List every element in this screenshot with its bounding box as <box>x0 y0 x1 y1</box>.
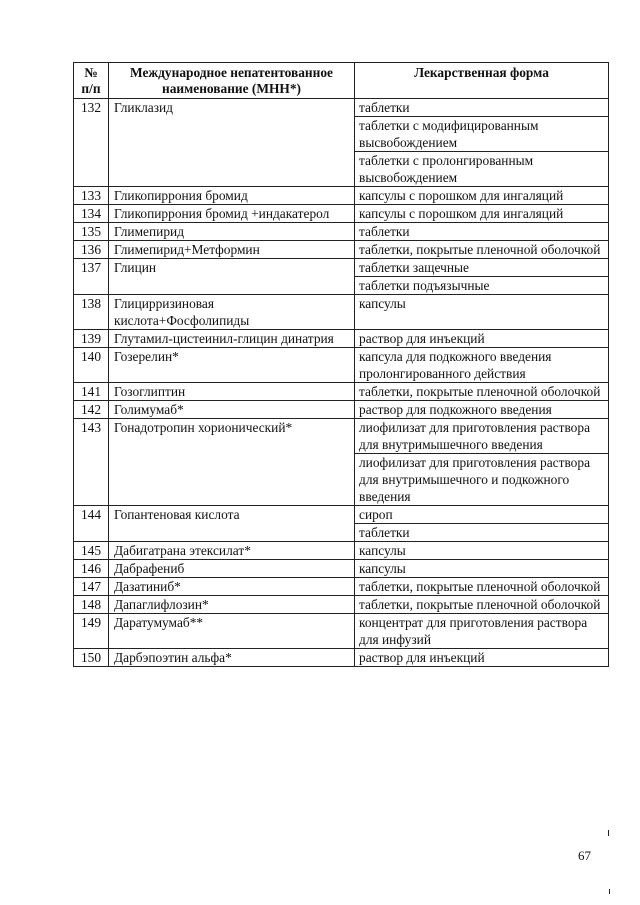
inn-name: Дазатиниб* <box>109 578 355 596</box>
row-number: 133 <box>74 187 109 205</box>
table-row <box>74 241 609 259</box>
inn-name: Гликопиррония бромид +индакатерол <box>109 205 355 223</box>
table-row <box>74 348 609 383</box>
table-row <box>74 187 609 205</box>
dosage-form: капсулы с порошком для ингаляций <box>355 205 609 223</box>
margin-tick <box>609 889 610 894</box>
table-row <box>74 99 609 117</box>
dosage-form: лиофилизат для приготовления раствора для внутримышечного введения <box>355 419 609 454</box>
dosage-form: раствор для инъекций <box>355 649 609 667</box>
table-row <box>74 560 609 578</box>
table-row <box>74 542 609 560</box>
dosage-form: таблетки, покрытые пленочной оболочкой <box>355 383 609 401</box>
row-number: 146 <box>74 560 109 578</box>
dosage-form: раствор для подкожного введения <box>355 401 609 419</box>
dosage-form: таблетки, покрытые пленочной оболочкой <box>355 241 609 259</box>
table-header-row <box>74 63 609 99</box>
table-row <box>74 401 609 419</box>
dosage-form: капсулы с порошком для ингаляций <box>355 187 609 205</box>
row-number: 147 <box>74 578 109 596</box>
row-number: 145 <box>74 542 109 560</box>
dosage-form: таблетки подъязычные <box>355 277 609 295</box>
row-number: 140 <box>74 348 109 383</box>
dosage-form: таблетки, покрытые пленочной оболочкой <box>355 596 609 614</box>
dosage-form: капсулы <box>355 295 609 330</box>
inn-name: Гозерелин* <box>109 348 355 383</box>
inn-name: Гонадотропин хорионический* <box>109 419 355 506</box>
page-number: 67 <box>578 848 591 863</box>
table-row <box>74 223 609 241</box>
table-row <box>74 614 609 649</box>
table-row <box>74 383 609 401</box>
row-number: 136 <box>74 241 109 259</box>
row-number: 150 <box>74 649 109 667</box>
inn-name: Гозоглиптин <box>109 383 355 401</box>
inn-name: Глицирризиновая кислота+Фосфолипиды <box>109 295 355 330</box>
row-number: 132 <box>74 99 109 187</box>
dosage-form: таблетки <box>355 99 609 117</box>
dosage-form: сироп <box>355 506 609 524</box>
dosage-form: капсулы <box>355 560 609 578</box>
dosage-form: капсулы <box>355 542 609 560</box>
table-row <box>74 649 609 667</box>
row-number: 134 <box>74 205 109 223</box>
row-number: 135 <box>74 223 109 241</box>
header-inn-name: Международное непатентованное наименование (МНН*) <box>109 63 355 99</box>
table-row <box>74 578 609 596</box>
inn-name: Дабигатрана этексилат* <box>109 542 355 560</box>
row-number: 137 <box>74 259 109 295</box>
table-row <box>74 596 609 614</box>
header-number: № п/п <box>74 63 109 99</box>
dosage-form: таблетки <box>355 223 609 241</box>
dosage-form: лиофилизат для приготовления раствора для внутримышечного и подкожного введения <box>355 454 609 506</box>
dosage-form: капсула для подкожного введения пролонгированного действия <box>355 348 609 383</box>
dosage-form: таблетки <box>355 524 609 542</box>
margin-tick <box>608 830 609 836</box>
dosage-form: раствор для инъекций <box>355 330 609 348</box>
inn-name: Даратумумаб** <box>109 614 355 649</box>
drug-table <box>73 62 609 667</box>
inn-name: Глутамил-цистеинил-глицин динатрия <box>109 330 355 348</box>
row-number: 143 <box>74 419 109 506</box>
table-row <box>74 330 609 348</box>
table-row <box>74 259 609 277</box>
inn-name: Голимумаб* <box>109 401 355 419</box>
inn-name: Глицин <box>109 259 355 295</box>
row-number: 148 <box>74 596 109 614</box>
row-number: 141 <box>74 383 109 401</box>
table-row <box>74 295 609 330</box>
table-body <box>74 99 609 667</box>
dosage-form: таблетки с пролонгированным высвобождением <box>355 152 609 187</box>
header-dosage-form: Лекарственная форма <box>355 63 609 99</box>
inn-name: Глимепирид <box>109 223 355 241</box>
inn-name: Гликопиррония бромид <box>109 187 355 205</box>
row-number: 144 <box>74 506 109 542</box>
dosage-form: концентрат для приготовления раствора для инфузий <box>355 614 609 649</box>
table-row <box>74 419 609 454</box>
row-number: 142 <box>74 401 109 419</box>
inn-name: Дарбэпоэтин альфа* <box>109 649 355 667</box>
table-row <box>74 506 609 524</box>
inn-name: Гликлазид <box>109 99 355 187</box>
inn-name: Дабрафениб <box>109 560 355 578</box>
row-number: 139 <box>74 330 109 348</box>
dosage-form: таблетки с модифицированным высвобождением <box>355 117 609 152</box>
row-number: 149 <box>74 614 109 649</box>
inn-name: Дапаглифлозин* <box>109 596 355 614</box>
dosage-form: таблетки защечные <box>355 259 609 277</box>
inn-name: Гопантеновая кислота <box>109 506 355 542</box>
dosage-form: таблетки, покрытые пленочной оболочкой <box>355 578 609 596</box>
inn-name: Глимепирид+Метформин <box>109 241 355 259</box>
table-row <box>74 205 609 223</box>
row-number: 138 <box>74 295 109 330</box>
